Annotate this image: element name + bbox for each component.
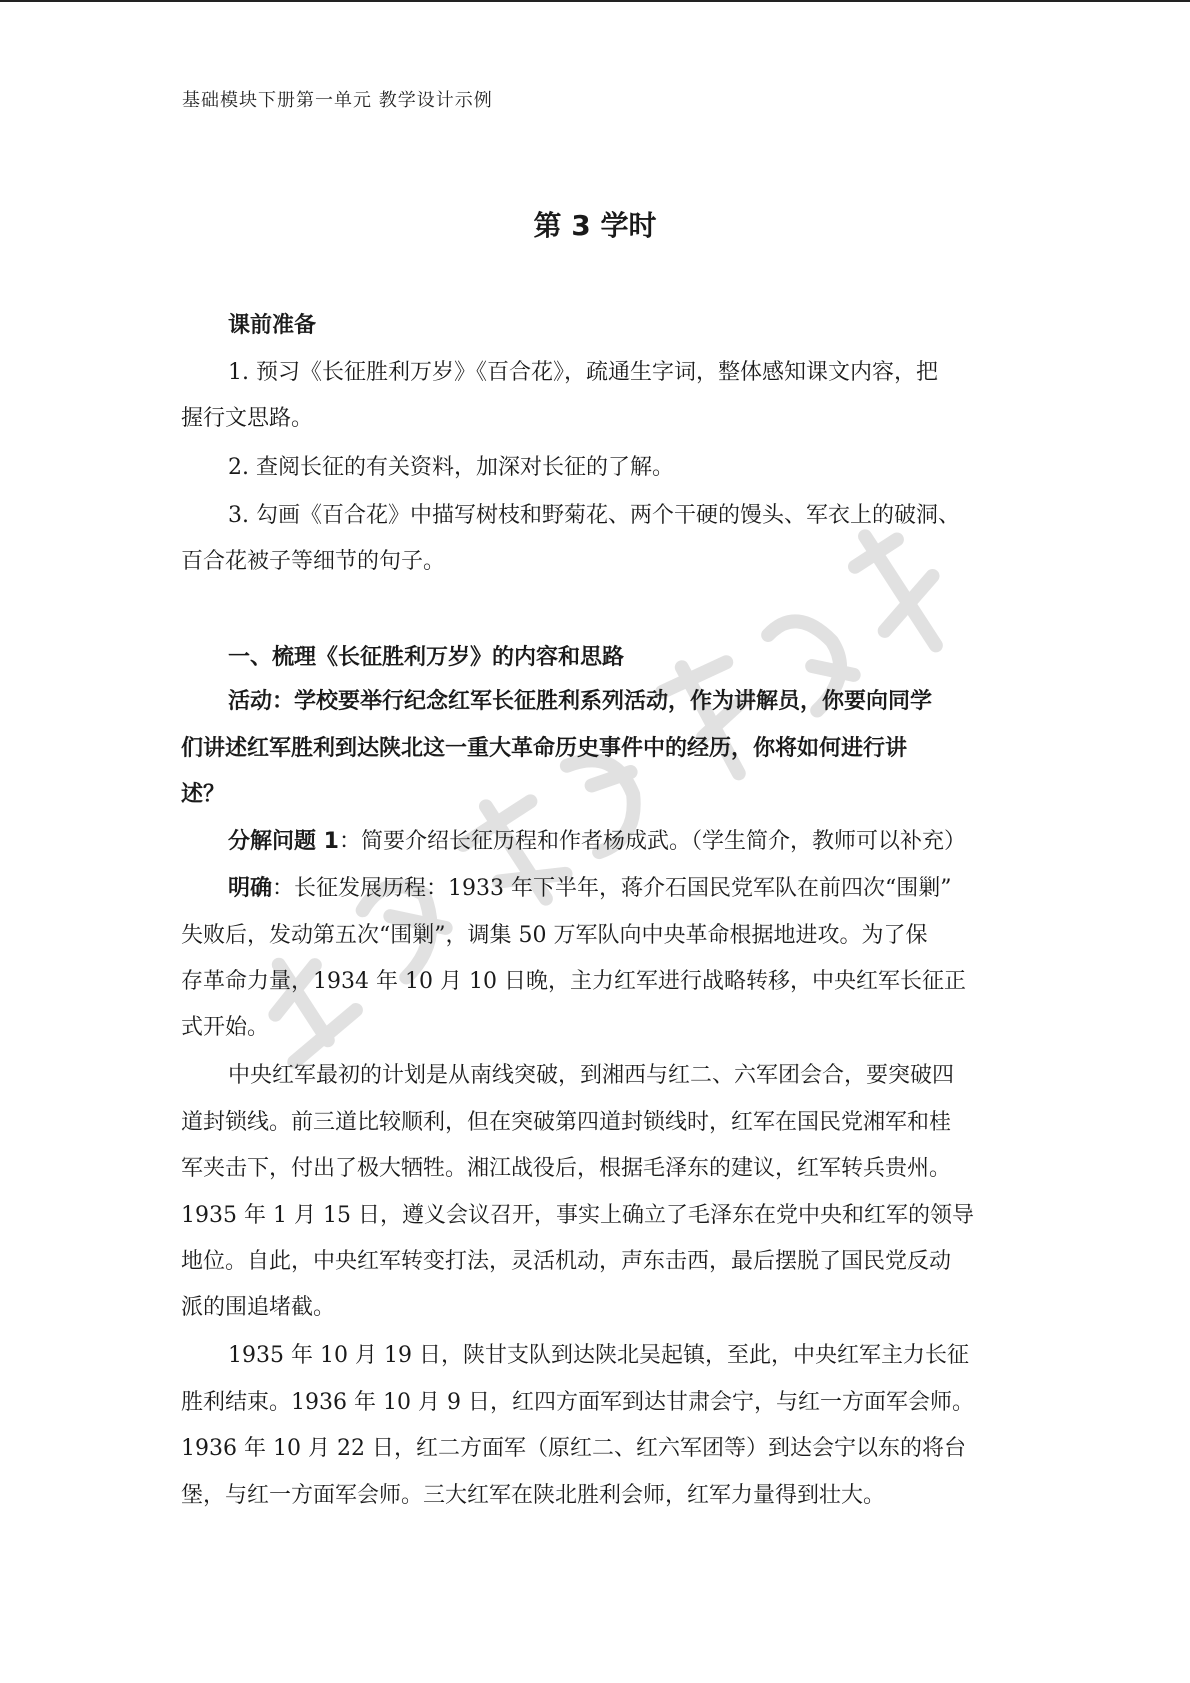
top-rule [0, 0, 1190, 2]
question-1 [228, 824, 966, 855]
para2-line-3: 军夹击下，付出了极大牺牲。湘江战役后，根据毛泽东的建议，红军转兵贵州。 [181, 1156, 952, 1181]
question-1-label: 分解问题 1 [228, 829, 339, 854]
para3-line-2: 胜利结束。1936 年 10 月 9 日，红四方面军到达甘肃会宁，与红一方面军会师。 [181, 1390, 974, 1415]
activity-line-2: 们讲述红军胜利到达陕北这一重大革命历史事件中的经历，你将如何进行讲 [181, 736, 908, 761]
para2-line-6: 派的围追堵截。 [181, 1295, 336, 1320]
prep-item-2: 2. 查阅长征的有关资料，加深对长征的了解。 [228, 455, 674, 480]
para3-line-1: 1935 年 10 月 19 日，陕甘支队到达陕北吴起镇，至此，中央红军主力长征 [228, 1343, 969, 1368]
page-header: 基础模块下册第一单元 教学设计示例 [182, 90, 493, 111]
para2-line-4: 1935 年 1 月 15 日，遵义会议召开，事实上确立了毛泽东在党中央和红军的领导 [181, 1203, 974, 1228]
prep-heading: 课前准备 [228, 313, 317, 338]
para2-line-1: 中央红军最初的计划是从南线突破，到湘西与红二、六军团会合，要突破四 [228, 1063, 955, 1088]
activity-line-3: 述？ [181, 782, 226, 807]
clarify-label: 明确 [228, 876, 273, 901]
para1-line-4: 式开始。 [181, 1015, 270, 1040]
clarify-line-1 [228, 871, 952, 902]
prep-item-1-line-2: 握行文思路。 [181, 406, 314, 431]
question-1-text: ：简要介绍长征历程和作者杨成武。（学生简介，教师可以补充） [338, 829, 966, 854]
activity-line-1: 活动：学校要举行纪念红军长征胜利系列活动，作为讲解员，你要向同学 [228, 689, 933, 714]
para3-line-4: 堡，与红一方面军会师。三大红军在陕北胜利会师，红军力量得到壮大。 [181, 1483, 886, 1508]
para2-line-5: 地位。自此，中央红军转变打法，灵活机动，声东击西，最后摆脱了国民党反动 [181, 1249, 952, 1274]
page-title: 第 3 学时 [533, 209, 657, 242]
section-one-heading: 一、梳理《长征胜利万岁》的内容和思路 [228, 645, 625, 670]
para1-line-2: 失败后，发动第五次“围剿”，调集 50 万军队向中央革命根据地进攻。为了保 [181, 923, 928, 948]
prep-item-1-line-1: 1. 预习《长征胜利万岁》《百合花》，疏通生字词，整体感知课文内容，把 [228, 360, 938, 385]
para1-line-3: 存革命力量，1934 年 10 月 10 日晚，主力红军进行战略转移，中央红军长征正 [181, 969, 966, 994]
clarify-text: ：长征发展历程：1933 年下半年，蒋介石国民党军队在前四次“围剿” [272, 876, 952, 901]
prep-item-3-line-2: 百合花被子等细节的句子。 [181, 549, 446, 574]
prep-item-3-line-1: 3. 勾画《百合花》中描写树枝和野菊花、两个干硬的馒头、军衣上的破洞、 [228, 503, 960, 528]
para2-line-2: 道封锁线。前三道比较顺利，但在突破第四道封锁线时，红军在国民党湘军和桂 [181, 1110, 952, 1135]
para3-line-3: 1936 年 10 月 22 日，红二方面军（原红二、红六军团等）到达会宁以东的将台 [181, 1436, 966, 1461]
